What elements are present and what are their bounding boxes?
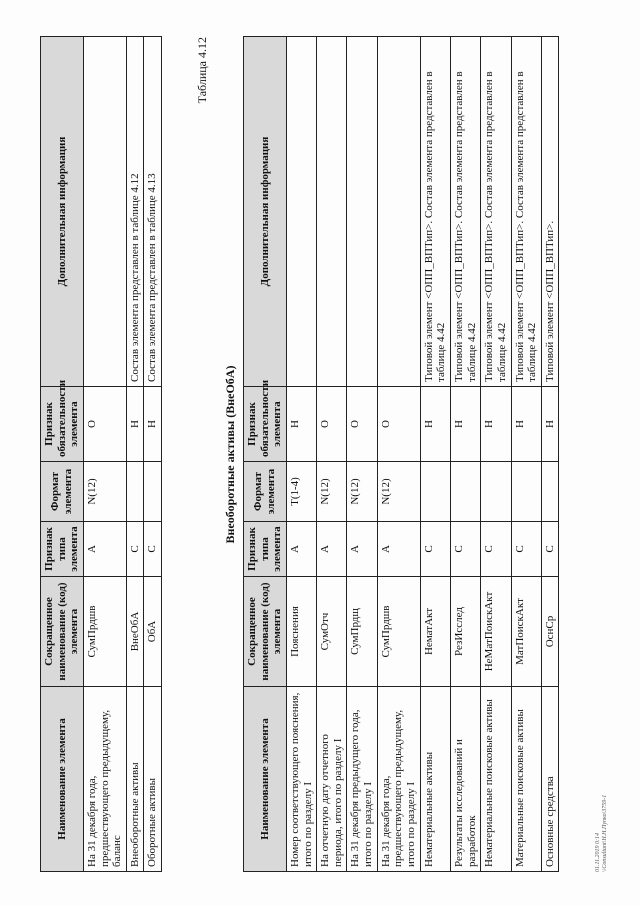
cell-format — [126, 462, 144, 522]
cell-name: На 31 декабря года, предшествующего предыдущему, баланс — [83, 687, 126, 872]
cell-name: Оборотные активы — [144, 687, 162, 872]
cell-format: N(12) — [377, 462, 420, 522]
cell-info — [286, 37, 316, 387]
cell-info: Типовой элемент <ОПП_ВПТип>. Состав элемента представлен в таблице 4.42 — [450, 37, 480, 387]
cell-type: С — [541, 522, 559, 577]
column-header: Наименование элемента — [244, 687, 287, 872]
column-header: Сокращенное наименование (код) элемента — [244, 577, 287, 687]
cell-code: ОснСр — [541, 577, 559, 687]
column-header: Наименование элемента — [41, 687, 84, 872]
column-header: Формат элемента — [244, 462, 287, 522]
cell-code: РезИсслед — [450, 577, 480, 687]
main-table — [243, 37, 559, 872]
cell-code: СумПрдшв — [83, 577, 126, 687]
cell-format: N(12) — [83, 462, 126, 522]
cell-type: А — [83, 522, 126, 577]
cell-name: Внеоборотные активы — [126, 687, 144, 872]
table-row — [511, 37, 541, 872]
column-header: Формат элемента — [41, 462, 84, 522]
table-row — [541, 37, 559, 872]
cell-code: НематАкт — [420, 577, 450, 687]
cell-info: Типовой элемент <ОПП_ВПТип>. Состав элемента представлен в таблице 4.42 — [511, 37, 541, 387]
table-row — [481, 37, 511, 872]
cell-required: Н — [144, 387, 162, 462]
column-header: Признак обязательности элемента — [244, 387, 287, 462]
cell-format: N(12) — [347, 462, 377, 522]
main-table-header-row — [244, 37, 287, 872]
cell-name: На 31 декабря года, предшествующего предыдущему, итого по разделу I — [377, 687, 420, 872]
cell-name: Основные средства — [541, 687, 559, 872]
cell-name: Номер соответствующего пояснения, итого по разделу I — [286, 687, 316, 872]
cell-type: С — [511, 522, 541, 577]
footer-note-line: 01.11.2019 0:14 — [595, 832, 601, 872]
cell-code: ВнеОбА — [126, 577, 144, 687]
cell-type: С — [450, 522, 480, 577]
cell-info: Типовой элемент <ОПП_ВПТип>. Состав элемента представлен в таблице 4.42 — [481, 37, 511, 387]
cell-code: МатПоискАкт — [511, 577, 541, 687]
cell-required: Н — [286, 387, 316, 462]
table-row — [286, 37, 316, 872]
table-row — [83, 37, 126, 872]
cell-type: С — [481, 522, 511, 577]
cell-format: N(12) — [317, 462, 347, 522]
column-header: Признак типа элемента — [244, 522, 287, 577]
cell-info — [83, 37, 126, 387]
cell-code: СумПрдшв — [377, 577, 420, 687]
continued-table-header-row — [41, 37, 84, 872]
cell-name: На отчетную дату отчетного периода, итого по разделу I — [317, 687, 347, 872]
cell-code: СумОтч — [317, 577, 347, 687]
cell-format — [541, 462, 559, 522]
cell-name: На 31 декабря предыдущего года, итого по разделу I — [347, 687, 377, 872]
cell-format — [481, 462, 511, 522]
table-label: Таблица 4.12 — [195, 37, 209, 104]
cell-format — [144, 462, 162, 522]
cell-required: Н — [450, 387, 480, 462]
cell-required: Н — [511, 387, 541, 462]
table-row — [144, 37, 162, 872]
cell-required: Н — [126, 387, 144, 462]
cell-name: Нематериальные поисковые активы — [481, 687, 511, 872]
cell-format: T(1-4) — [286, 462, 316, 522]
footer-note-line: \\Consultant\Н.Н.Пупко\3759-1 — [602, 794, 609, 872]
table-title: Внеоборотные активы (ВнеОбА) — [223, 365, 237, 544]
cell-type: А — [286, 522, 316, 577]
cell-format — [450, 462, 480, 522]
cell-name: Материальные поисковые активы — [511, 687, 541, 872]
cell-required: О — [83, 387, 126, 462]
cell-required: Н — [541, 387, 559, 462]
column-header: Сокращенное наименование (код) элемента — [41, 577, 84, 687]
cell-info: Типовой элемент <ОПП_ВПТип>. — [541, 37, 559, 387]
cell-required: Н — [420, 387, 450, 462]
cell-type: А — [347, 522, 377, 577]
cell-format — [420, 462, 450, 522]
continued-table — [40, 37, 162, 872]
cell-type: С — [126, 522, 144, 577]
cell-code: Пояснения — [286, 577, 316, 687]
table-row — [317, 37, 347, 872]
cell-name: Результаты исследований и разработок — [450, 687, 480, 872]
rotated-content — [35, 37, 615, 872]
column-header: Признак обязательности элемента — [41, 387, 84, 462]
footer-note — [595, 795, 609, 872]
cell-name: Нематериальные активы — [420, 687, 450, 872]
cell-info: Состав элемента представлен в таблице 4.12 — [126, 37, 144, 387]
table-row — [420, 37, 450, 872]
cell-info — [347, 37, 377, 387]
cell-code: СумПрдщ — [347, 577, 377, 687]
cell-type: С — [420, 522, 450, 577]
cell-type: А — [317, 522, 347, 577]
column-header: Дополнительная информация — [244, 37, 287, 387]
table-row — [126, 37, 144, 872]
cell-code: НеМатПоискАкт — [481, 577, 511, 687]
table-row — [377, 37, 420, 872]
cell-info: Состав элемента представлен в таблице 4.13 — [144, 37, 162, 387]
column-header: Дополнительная информация — [41, 37, 84, 387]
cell-required: О — [347, 387, 377, 462]
column-header: Признак типа элемента — [41, 522, 84, 577]
table-row — [347, 37, 377, 872]
cell-required: Н — [481, 387, 511, 462]
cell-type: С — [144, 522, 162, 577]
cell-info — [377, 37, 420, 387]
cell-info — [317, 37, 347, 387]
cell-type: А — [377, 522, 420, 577]
table-row — [450, 37, 480, 872]
cell-code: ОбА — [144, 577, 162, 687]
cell-format — [511, 462, 541, 522]
cell-required: О — [317, 387, 347, 462]
cell-info: Типовой элемент <ОПП_ВПТип>. Состав элемента представлен в таблице 4.42 — [420, 37, 450, 387]
cell-required: О — [377, 387, 420, 462]
